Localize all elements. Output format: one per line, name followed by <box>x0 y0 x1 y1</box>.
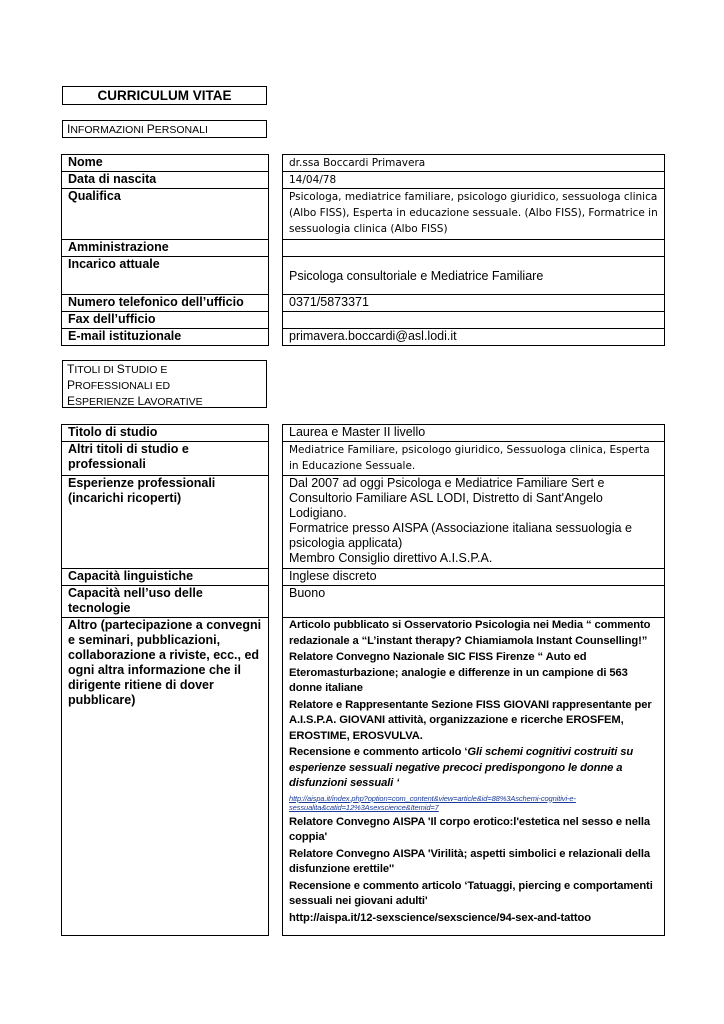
table-row <box>62 312 665 329</box>
section-heading-part: ITOLI DI <box>74 364 117 376</box>
table-row <box>62 172 665 189</box>
section-titoli <box>62 360 267 408</box>
section-personal-info <box>62 120 267 138</box>
section-heading-part: TUDIO E <box>124 364 168 376</box>
row-label: Qualifica <box>62 189 269 240</box>
row-label: Capacità linguistiche <box>62 569 269 586</box>
row-value: Buono <box>283 586 665 618</box>
row-value: Psicologa consultoriale e Mediatrice Familiare <box>283 257 665 295</box>
personal-info-table <box>61 154 665 346</box>
experience-line: Dal 2007 ad oggi Psicologa e Mediatrice Familiare Sert e Consultorio Familiare ASL LODI, Distretto di Sant'Angelo Lodigiano. <box>289 476 605 520</box>
row-value: Psicologa, mediatrice familiare, psicologo giuridico, sessuologa clinica (Albo FISS), Esperta in educazione sessuale. (Albo FISS), Formatrice in sessuologia clinica (Albo FISS) <box>283 189 665 240</box>
section-heading-part: AVORATIVE <box>144 396 203 408</box>
document-title: CURRICULUM VITAE <box>62 86 267 105</box>
altro-entry: Relatore Convegno Nazionale SIC FISS Firenze “ Auto ed Eteromasturbazione; analogie e differenze in un campione di 563 donne italiane <box>289 651 628 694</box>
section-heading-part: ROFESSIONALI ED <box>75 380 171 392</box>
row-label: Altro (partecipazione a convegni e seminari, pubblicazioni, collaborazione a riviste, ecc., ed ogni altra informazione che il dirigente ritiene di dover pubblicare) <box>62 618 269 936</box>
table-row <box>62 569 665 586</box>
altro-entry-title: Gli schemi cognitivi costruiti su esperienze sessuali negative precoci predispongono le donne a disfunzioni sessuali ‘ <box>289 746 634 789</box>
altro-entry-url: http://aispa.it/12-sexscience/sexscience/94-sex-and-tattoo <box>289 911 591 924</box>
row-value: Inglese discreto <box>283 569 665 586</box>
section-heading-part: L <box>137 394 145 408</box>
row-value: dr.ssa Boccardi Primavera <box>283 155 665 172</box>
table-row <box>62 295 665 312</box>
row-value: 14/04/78 <box>283 172 665 189</box>
altro-entry: Relatore Convegno AISPA 'Il corpo erotico:l'estetica nel sesso e nella coppia' <box>289 815 650 843</box>
row-label: Nome <box>62 155 269 172</box>
row-value: Laurea e Master II livello <box>283 425 665 442</box>
altro-entry <box>289 745 658 792</box>
row-label: Incarico attuale <box>62 257 269 295</box>
section-heading-part: NFORMAZIONI <box>70 124 147 136</box>
row-value: 0371/5873371 <box>283 295 665 312</box>
altro-entry-prefix: Recensione e commento articolo ‘ <box>289 746 468 758</box>
altro-entry: Recensione e commento articolo ‘Tatuaggi, piercing e comportamenti sessuali nei giovani adulti' <box>289 879 653 907</box>
experience-line: Formatrice presso AISPA (Associazione italiana sessuologia e psicologia applicata) <box>289 521 632 550</box>
table-row <box>62 425 665 442</box>
section-heading-part: SPERIENZE <box>75 396 138 408</box>
table-row <box>62 155 665 172</box>
table-row <box>62 329 665 346</box>
titoli-table <box>61 424 665 936</box>
section-heading-part: E <box>67 394 76 408</box>
row-value <box>283 476 665 569</box>
row-label: Fax dell’ufficio <box>62 312 269 329</box>
section-heading-part: P <box>146 122 155 136</box>
row-label: Amministrazione <box>62 240 269 257</box>
altro-entry: Relatore Convegno AISPA 'Virilità; aspetti simbolici e relazionali della disfunzione erettile'' <box>289 847 651 875</box>
row-label: Numero telefonico dell’ufficio <box>62 295 269 312</box>
altro-entry: Relatore e Rappresentante Sezione FISS GIOVANI rappresentante per A.I.S.P.A. GIOVANI attività, organizzazione e ricerche EROSFEM, EROSTIME, EROSVULVA. <box>289 698 652 742</box>
row-label: E-mail istituzionale <box>62 329 269 346</box>
section-heading-part: ERSONALI <box>154 124 208 136</box>
altro-entry: Articolo pubblicato si Osservatorio Psicologia nei Media “ commento redazionale a “L’instant therapy? Chiamiamola Instant Counselling!” <box>289 619 651 647</box>
section-heading-part: P <box>67 378 76 392</box>
row-value <box>283 240 665 257</box>
row-value: primavera.boccardi@asl.lodi.it <box>283 329 665 346</box>
table-row <box>62 476 665 569</box>
article-link[interactable]: http://aispa.it/index.php?option=com_content&view=article&id=88%3Aschemi-cognitivi-e-sessualita&catid=12%3Asexscience&Itemid=7 <box>289 793 576 812</box>
experience-line: Membro Consiglio direttivo A.I.S.P.A. <box>289 551 493 565</box>
row-value-altro <box>283 618 665 936</box>
row-label: Titolo di studio <box>62 425 269 442</box>
section-heading-part: I <box>67 122 71 136</box>
row-value: Mediatrice Familiare, psicologo giuridico, Sessuologa clinica, Esperta in Educazione Sessuale. <box>283 442 665 476</box>
row-label: Data di nascita <box>62 172 269 189</box>
row-label: Capacità nell’uso delle tecnologie <box>62 586 269 618</box>
table-row <box>62 189 665 240</box>
table-row <box>62 442 665 476</box>
row-value <box>283 312 665 329</box>
row-label: Altri titoli di studio e professionali <box>62 442 269 476</box>
table-row <box>62 618 665 936</box>
table-row <box>62 240 665 257</box>
row-label: Esperienze professionali (incarichi ricoperti) <box>62 476 269 569</box>
section-heading-part: S <box>116 362 125 376</box>
table-row <box>62 586 665 618</box>
table-row <box>62 257 665 295</box>
section-heading-part: T <box>67 362 75 376</box>
